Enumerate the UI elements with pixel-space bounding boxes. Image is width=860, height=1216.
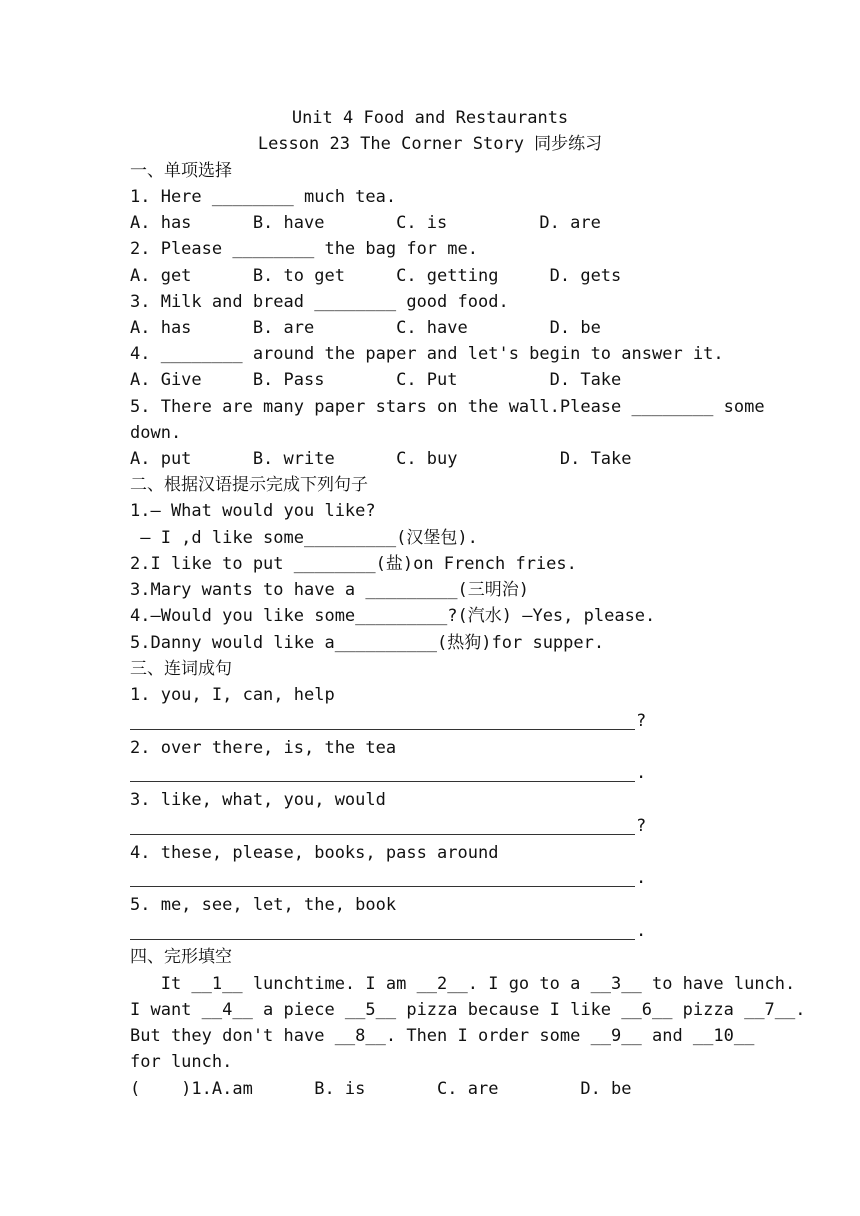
- options-line: A. put B. write C. buy D. Take: [130, 449, 632, 469]
- passage-line: I want __4__ a piece __5__ pizza because I like __6__ pizza __7__.: [130, 1000, 806, 1020]
- end-mark: ?: [636, 711, 647, 731]
- question-line: 2. Please ________ the bag for me.: [130, 239, 478, 259]
- sentence-line: 3.Mary wants to have a _________(三明治): [130, 580, 529, 600]
- answer-line: [130, 886, 635, 887]
- options-line: A. get B. to get C. getting D. gets: [130, 266, 622, 286]
- section4-heading: 四、完形填空: [130, 947, 232, 967]
- question-line-continued: down.: [130, 423, 182, 443]
- passage-line: But they don't have __8__. Then I order some __9__ and __10__: [130, 1026, 755, 1046]
- sentence-line: — I ,d like some_________(汉堡包).: [130, 528, 478, 548]
- answer-line: [130, 729, 635, 730]
- passage-line: for lunch.: [130, 1052, 233, 1072]
- options-line: A. Give B. Pass C. Put D. Take: [130, 370, 622, 390]
- end-mark: ?: [636, 816, 647, 836]
- answer-line: [130, 781, 635, 782]
- word-prompt: 2. over there, is, the tea: [130, 738, 397, 758]
- question-line: 3. Milk and bread ________ good food.: [130, 292, 509, 312]
- sentence-line: 2.I like to put ________(盐)on French fries.: [130, 554, 577, 574]
- question-line: 4. ________ around the paper and let's begin to answer it.: [130, 344, 724, 364]
- options-line: A. has B. are C. have D. be: [130, 318, 601, 338]
- cloze-question-1: ( )1.A.am B. is C. are D. be: [130, 1079, 632, 1099]
- sentence-line: 1.— What would you like?: [130, 501, 376, 521]
- answer-line: [130, 834, 635, 835]
- end-mark: .: [636, 921, 647, 941]
- section3-heading: 三、连词成句: [130, 659, 232, 679]
- section2-heading: 二、根据汉语提示完成下列句子: [130, 475, 368, 495]
- sentence-line: 5.Danny would like a__________(热狗)for supper.: [130, 633, 605, 653]
- options-line: A. has B. have C. is D. are: [130, 213, 601, 233]
- question-line: 5. There are many paper stars on the wall.Please ________ some: [130, 397, 765, 417]
- word-prompt: 1. you, I, can, help: [130, 685, 335, 705]
- end-mark: .: [636, 763, 647, 783]
- end-mark: .: [636, 868, 647, 888]
- word-prompt: 5. me, see, let, the, book: [130, 895, 397, 915]
- page-subtitle: Lesson 23 The Corner Story 同步练习: [257, 134, 603, 154]
- passage-line: It __1__ lunchtime. I am __2__. I go to a __3__ to have lunch.: [130, 974, 796, 994]
- section1-heading: 一、单项选择: [130, 161, 232, 181]
- question-line: 1. Here ________ much tea.: [130, 187, 397, 207]
- sentence-line: 4.—Would you like some_________?(汽水) —Yes, please.: [130, 606, 656, 626]
- answer-line: [130, 939, 635, 940]
- word-prompt: 4. these, please, books, pass around: [130, 843, 499, 863]
- word-prompt: 3. like, what, you, would: [130, 790, 386, 810]
- page-title: Unit 4 Food and Restaurants: [291, 108, 569, 128]
